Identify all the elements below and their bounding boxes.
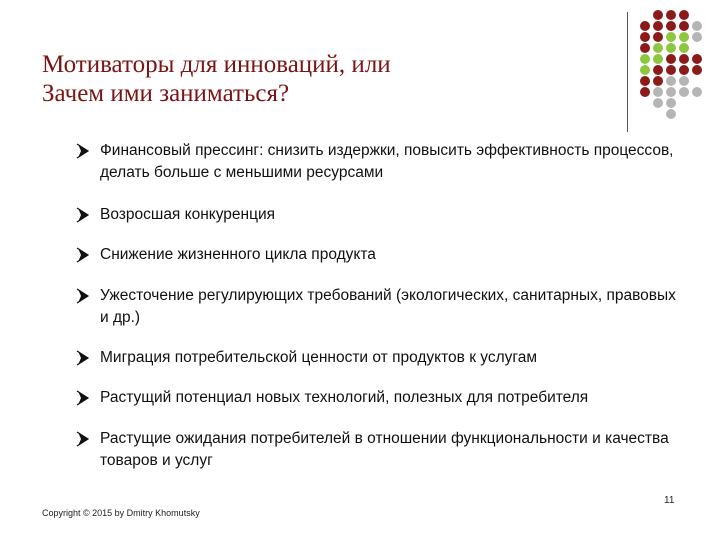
decorative-dot [666,87,676,97]
arrow-bullet-icon [76,288,90,304]
decorative-vertical-line [627,12,628,132]
decorative-dot [653,21,663,31]
decorative-dot [653,32,663,42]
bullet-item [76,285,676,329]
decorative-dot [666,76,676,86]
slide-title [42,50,602,108]
decorative-dot [679,21,689,31]
decorative-dot [666,65,676,75]
decorative-dot [692,54,702,64]
decorative-dot [666,10,676,20]
decorative-dot [653,76,663,86]
decorative-dot [666,43,676,53]
slide-title-line-1: Мотиваторы для инноваций, или [42,51,391,78]
slide-title-line-2: Зачем ими заниматься? [42,80,290,107]
bullet-item [76,140,676,184]
bullet-text: Миграция потребительской ценности от продуктов к услугам [100,349,538,366]
bullet-text: Ужесточение регулирующих требований (экологических, санитарных, правовых и др.) [100,287,676,326]
bullet-item [76,204,676,226]
decorative-dot [653,98,663,108]
decorative-dot [640,32,650,42]
decorative-dot-grid [640,10,706,122]
arrow-bullet-icon [76,207,90,223]
decorative-dot [679,65,689,75]
arrow-bullet-icon [76,390,90,406]
decorative-dot [640,21,650,31]
decorative-dot [640,87,650,97]
decorative-dot [666,32,676,42]
bullet-text: Растущие ожидания потребителей в отношении функциональности и качества товаров и услуг [100,430,669,469]
decorative-dot [653,54,663,64]
decorative-dot [679,87,689,97]
decorative-dot [679,43,689,53]
bullet-text: Растущий потенциал новых технологий, полезных для потребителя [100,389,589,406]
bullet-item [76,387,676,409]
bullet-item [76,347,676,369]
arrow-bullet-icon [76,143,90,159]
decorative-dot [666,54,676,64]
decorative-dot [679,76,689,86]
decorative-dot [679,32,689,42]
decorative-dot [653,87,663,97]
arrow-bullet-icon [76,247,90,263]
decorative-dot [692,32,702,42]
decorative-dot [640,76,650,86]
decorative-dot [653,43,663,53]
decorative-dot [692,21,702,31]
decorative-dot [666,98,676,108]
decorative-dot [666,21,676,31]
bullet-item [76,428,676,472]
bullet-text: Финансовый прессинг: снизить издержки, повысить эффективность процессов, делать больше с меньшими ресурсами [100,142,674,181]
decorative-dot [666,109,676,119]
decorative-dot [692,65,702,75]
decorative-dot [653,10,663,20]
decorative-dot [692,87,702,97]
decorative-dot [653,65,663,75]
page-number: 11 [664,495,675,506]
arrow-bullet-icon [76,431,90,447]
bullet-text: Снижение жизненного цикла продукта [100,246,376,263]
copyright-footer: Copyright © 2015 by Dmitry Khomutsky [42,508,200,518]
decorative-dot [679,10,689,20]
decorative-dot [679,54,689,64]
arrow-bullet-icon [76,350,90,366]
decorative-dot [640,43,650,53]
decorative-dot [640,65,650,75]
decorative-dot [640,54,650,64]
bullet-item [76,244,676,266]
bullet-text: Возросшая конкуренция [100,206,276,223]
